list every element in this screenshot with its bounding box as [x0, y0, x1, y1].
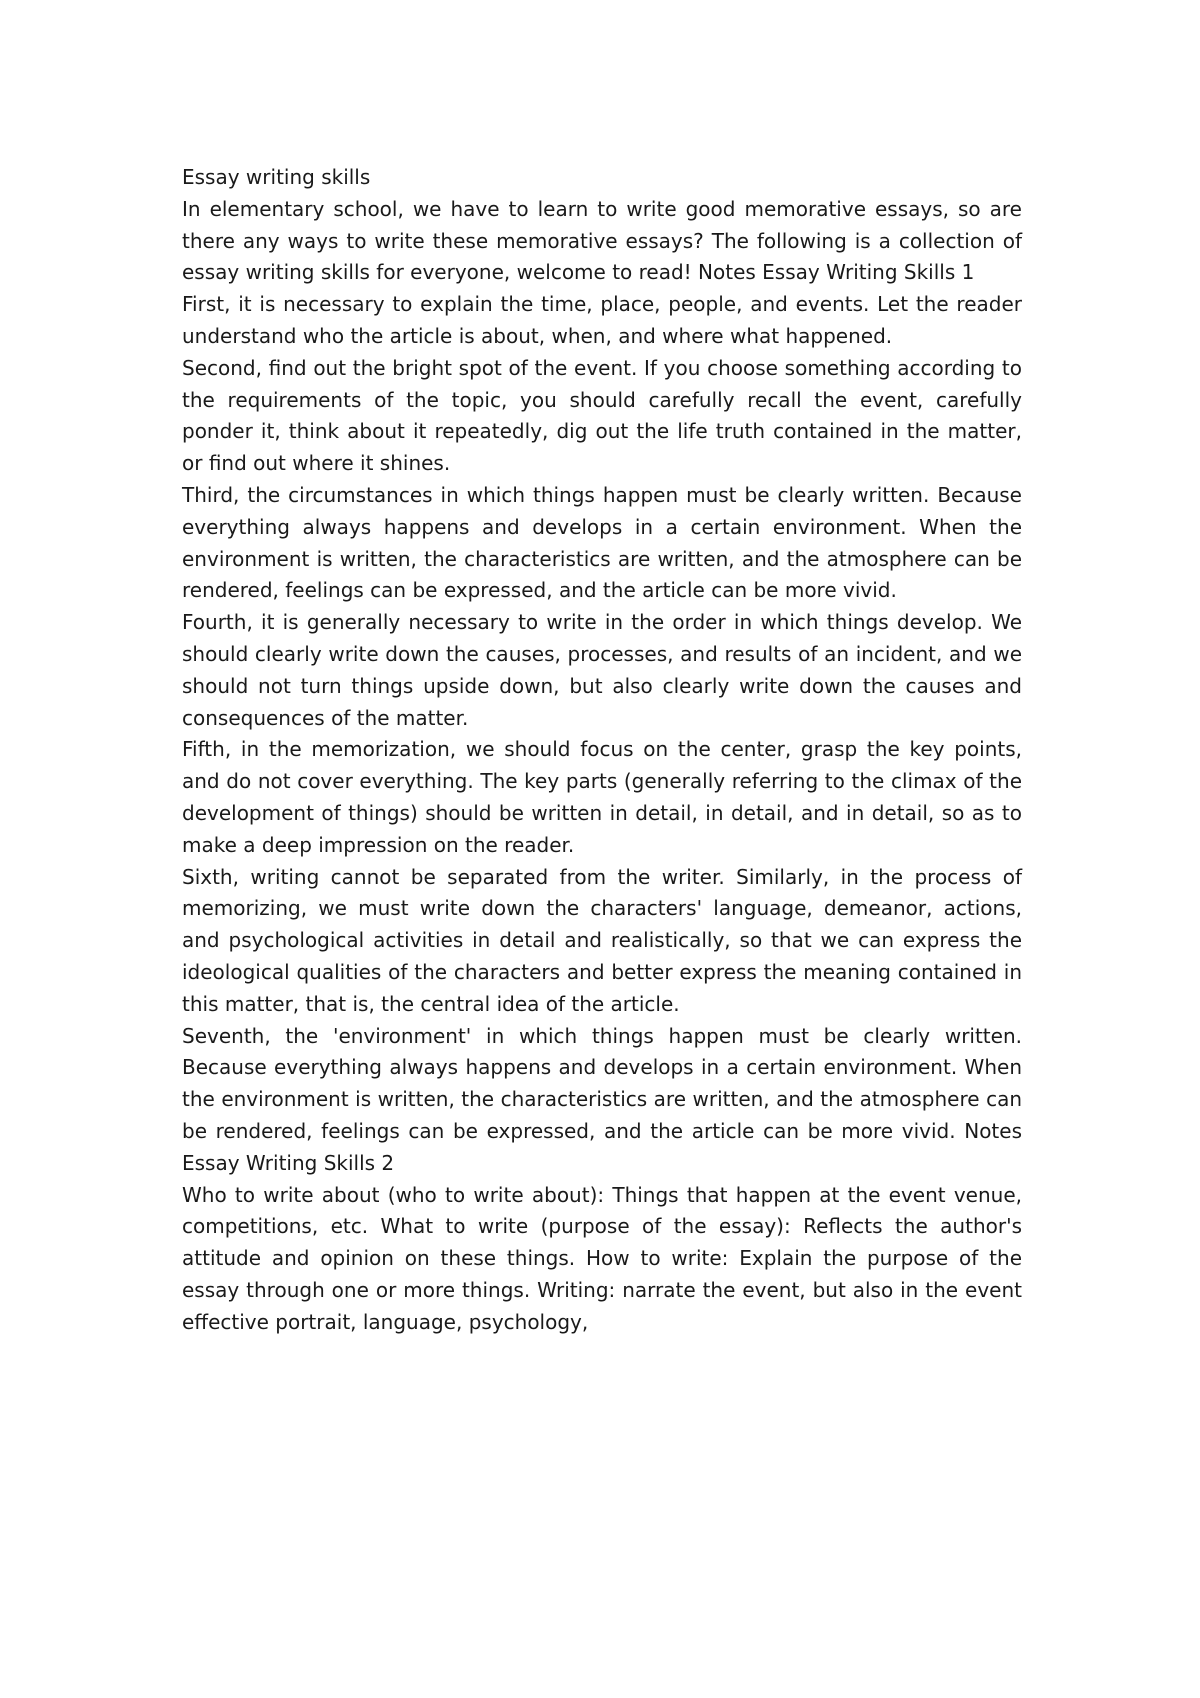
paragraph-fifth: Fifth, in the memorization, we should focus on the center, grasp the key points, and do not cover everything. The key parts (generally referring to the climax of the development of things) should be written in detail, in detail, and in detail, so as to make a deep impression on the reader. [182, 737, 1022, 857]
paragraph-second: Second, find out the bright spot of the event. If you choose something according to the requirements of the topic, you should carefully recall the event, carefully ponder it, think about it repeatedly, dig out the life truth contained in the matter, or find out where it shines. [182, 355, 1022, 476]
paragraph-first: First, it is necessary to explain the time, place, people, and events. Let the reader understand who the article is about, when, and where what happened. [182, 292, 1022, 348]
paragraph-sixth: Sixth, writing cannot be separated from the writer. Similarly, in the process of memorizing, we must write down the characters' language, demeanor, actions, and psychological activities in detail and realistically, so that we can express the ideological qualities of the characters and better express the meaning contained in this matter, that is, the central idea of the article. [182, 864, 1022, 1016]
paragraph-skills-2: Who to write about (who to write about): Things that happen at the event venue, competitions, etc. What to write (purpose of the essay): Reflects the author's attitude and opinion on these things. How to write: Explain the purpose of the essay through one or more things. Writing: narrate the event, but also in the event effective portrait, language, psychology, [182, 1182, 1022, 1334]
paragraph-intro: In elementary school, we have to learn to write good memorative essays, so are there any ways to write these memorative essays? The following is a collection of essay writing skills for everyone, welcome to read! Notes Essay Writing Skills 1 [182, 196, 1022, 285]
paragraph-seventh: Seventh, the 'environment' in which things happen must be clearly written. Because everything always happens and develops in a certain environment. When the environment is written, the characteristics are written, and the atmosphere can be rendered, feelings can be expressed, and the article can be more vivid. Notes Essay Writing Skills 2 [182, 1023, 1022, 1175]
paragraph-fourth: Fourth, it is generally necessary to write in the order in which things develop. We should clearly write down the causes, processes, and results of an incident, and we should not turn things upside down, but also clearly write down the causes and consequences of the matter. [182, 610, 1022, 730]
paragraph-third: Third, the circumstances in which things happen must be clearly written. Because everything always happens and develops in a certain environment. When the environment is written, the characteristics are written, and the atmosphere can be rendered, feelings can be expressed, and the article can be more vivid. [182, 482, 1022, 603]
document-title: Essay writing skills [182, 165, 371, 189]
document-body [182, 162, 1022, 1338]
